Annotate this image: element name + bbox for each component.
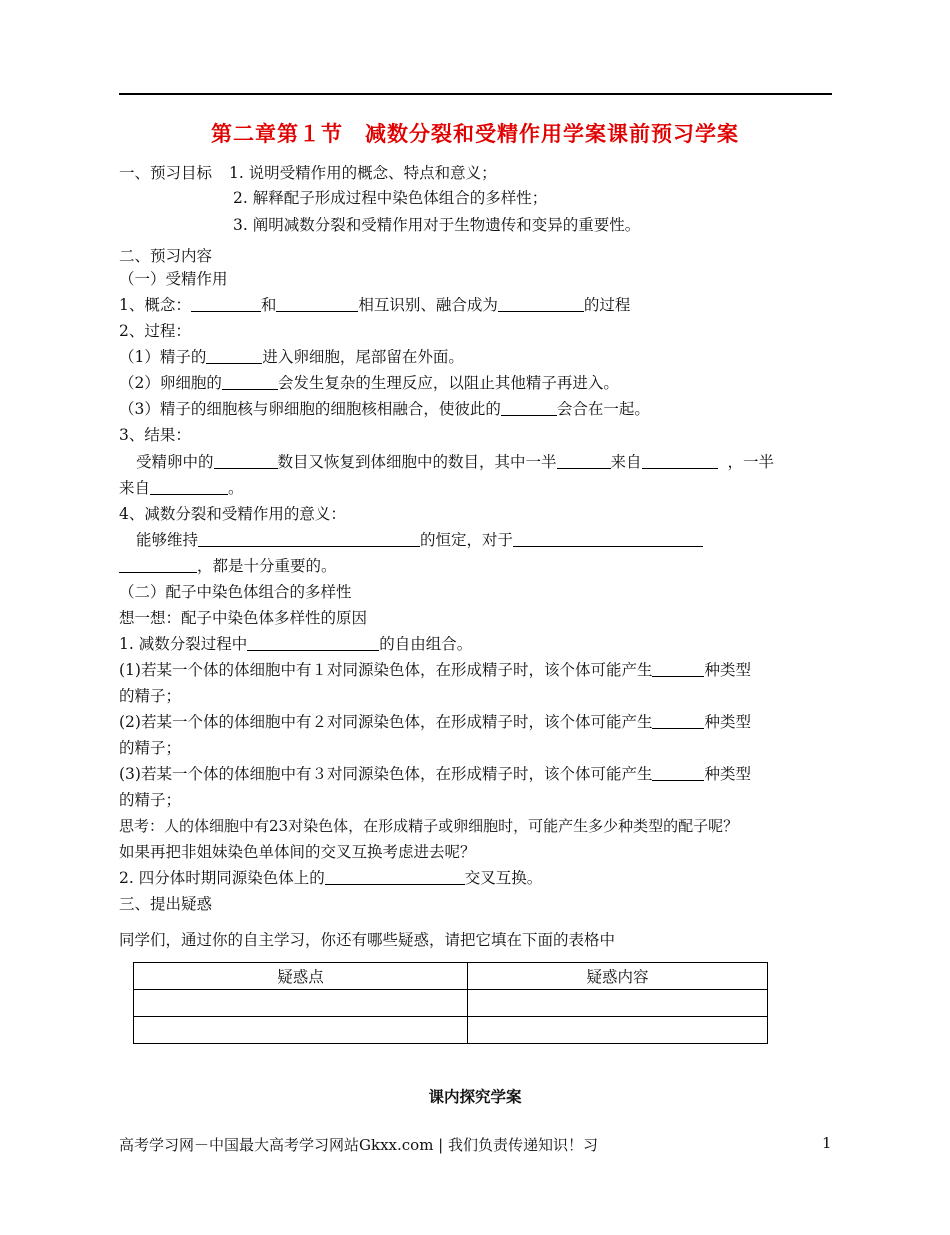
sub-question: (3)若某一个体的体细胞中有３对同源染色体，在形成精子时，该个体可能产生 种类型 xyxy=(119,765,751,783)
sub-question-tail: 的精子； xyxy=(119,687,182,705)
blank-field[interactable] xyxy=(206,347,262,364)
blank-field[interactable] xyxy=(119,556,197,573)
blank-field[interactable] xyxy=(247,634,379,651)
table-header: 疑惑内容 xyxy=(468,963,768,990)
table-header-row xyxy=(134,963,768,990)
blank-field[interactable] xyxy=(222,373,278,390)
blank-field[interactable] xyxy=(501,399,557,416)
process-heading: 2、过程： xyxy=(119,322,191,340)
table-cell[interactable] xyxy=(134,990,468,1017)
section-heading: 三、提出疑惑 xyxy=(119,895,213,913)
sub-question: (1)若某一个体的体细胞中有１对同源染色体，在形成精子时，该个体可能产生 种类型 xyxy=(119,661,751,679)
goals-line-1 xyxy=(119,162,497,184)
subsection-heading: （一）受精作用 xyxy=(119,270,228,288)
subsection-heading: （二）配子中染色体组合的多样性 xyxy=(119,583,352,601)
reflect-question: 如果再把非姐妹染色单体间的交叉互换考虑进去呢？ xyxy=(119,843,476,861)
goals-label: 一、预习目标 xyxy=(119,164,213,182)
process-step-2: （2）卵细胞的 会发生复杂的生理反应，以阻止其他精子再进入。 xyxy=(119,374,619,392)
blank-field[interactable] xyxy=(325,868,465,885)
reflect-question: 思考：人的体细胞中有23对染色体，在形成精子或卵细胞时，可能产生多少种类型的配子呢？ xyxy=(119,817,739,835)
result-line-2: 来自 。 xyxy=(119,479,244,497)
page-title: 第二章第１节 减数分裂和受精作用学案课前预习学案 xyxy=(211,122,739,146)
blank-field[interactable] xyxy=(198,530,420,547)
process-step-3: （3）精子的细胞核与卵细胞的细胞核相融合，使彼此的 会合在一起。 xyxy=(119,400,650,418)
goal-item: 3. 阐明减数分裂和受精作用对于生物遗传和变异的重要性。 xyxy=(233,216,641,234)
goal-item: 1. 说明受精作用的概念、特点和意义； xyxy=(228,164,497,182)
meaning-line: 能够维持 的恒定，对于 xyxy=(136,529,703,551)
blank-field[interactable] xyxy=(214,452,278,469)
doubt-intro: 同学们，通过你的自主学习，你还有哪些疑惑，请把它填在下面的表格中 xyxy=(119,931,616,949)
think-prompt: 想一想：配子中染色体多样性的原因 xyxy=(119,609,368,627)
top-rule xyxy=(119,93,832,95)
blank-field[interactable] xyxy=(513,530,703,547)
result-heading: 3、结果： xyxy=(119,426,191,444)
concept-line: 1、概念： 和 相互识别、融合成为 的过程 xyxy=(119,296,631,314)
blank-field[interactable] xyxy=(652,712,704,729)
table-header: 疑惑点 xyxy=(134,963,468,990)
table-cell[interactable] xyxy=(468,990,768,1017)
blank-field[interactable] xyxy=(652,660,704,677)
blank-field[interactable] xyxy=(276,295,358,312)
question-1: 1. 减数分裂过程中 的自由组合。 xyxy=(119,635,473,653)
meaning-heading: 4、减数分裂和受精作用的意义： xyxy=(119,505,346,523)
page-number: 1 xyxy=(822,1134,832,1152)
table-cell[interactable] xyxy=(134,1017,468,1044)
footer-text: 高考学习网－中国最大高考学习网站Gkxx.com | 我们负责传递知识！习 xyxy=(119,1136,599,1154)
sub-question: (2)若某一个体的体细胞中有２对同源染色体，在形成精子时，该个体可能产生 种类型 xyxy=(119,713,751,731)
table-row xyxy=(134,1017,768,1044)
blank-field[interactable] xyxy=(642,452,718,469)
blank-field[interactable] xyxy=(557,452,611,469)
sub-question-tail: 的精子； xyxy=(119,791,182,809)
table-row xyxy=(134,990,768,1017)
table-cell[interactable] xyxy=(468,1017,768,1044)
blank-field[interactable] xyxy=(498,295,584,312)
blank-field[interactable] xyxy=(150,478,228,495)
goal-item: 2. 解释配子形成过程中染色体组合的多样性； xyxy=(233,189,548,207)
result-line: 受精卵中的 数目又恢复到体细胞中的数目，其中一半 来自 ，一半 xyxy=(136,453,775,471)
blank-field[interactable] xyxy=(191,295,261,312)
question-2: 2. 四分体时期同源染色体上的 交叉互换。 xyxy=(119,869,543,887)
section-subtitle: 课内探究学案 xyxy=(428,1088,522,1106)
section-heading: 二、预习内容 xyxy=(119,247,213,265)
meaning-line-2: ，都是十分重要的。 xyxy=(119,555,337,577)
blank-field[interactable] xyxy=(652,764,704,781)
doubt-table xyxy=(133,962,768,1044)
process-step-1: （1）精子的 进入卵细胞，尾部留在外面。 xyxy=(119,348,464,366)
sub-question-tail: 的精子； xyxy=(119,739,182,757)
